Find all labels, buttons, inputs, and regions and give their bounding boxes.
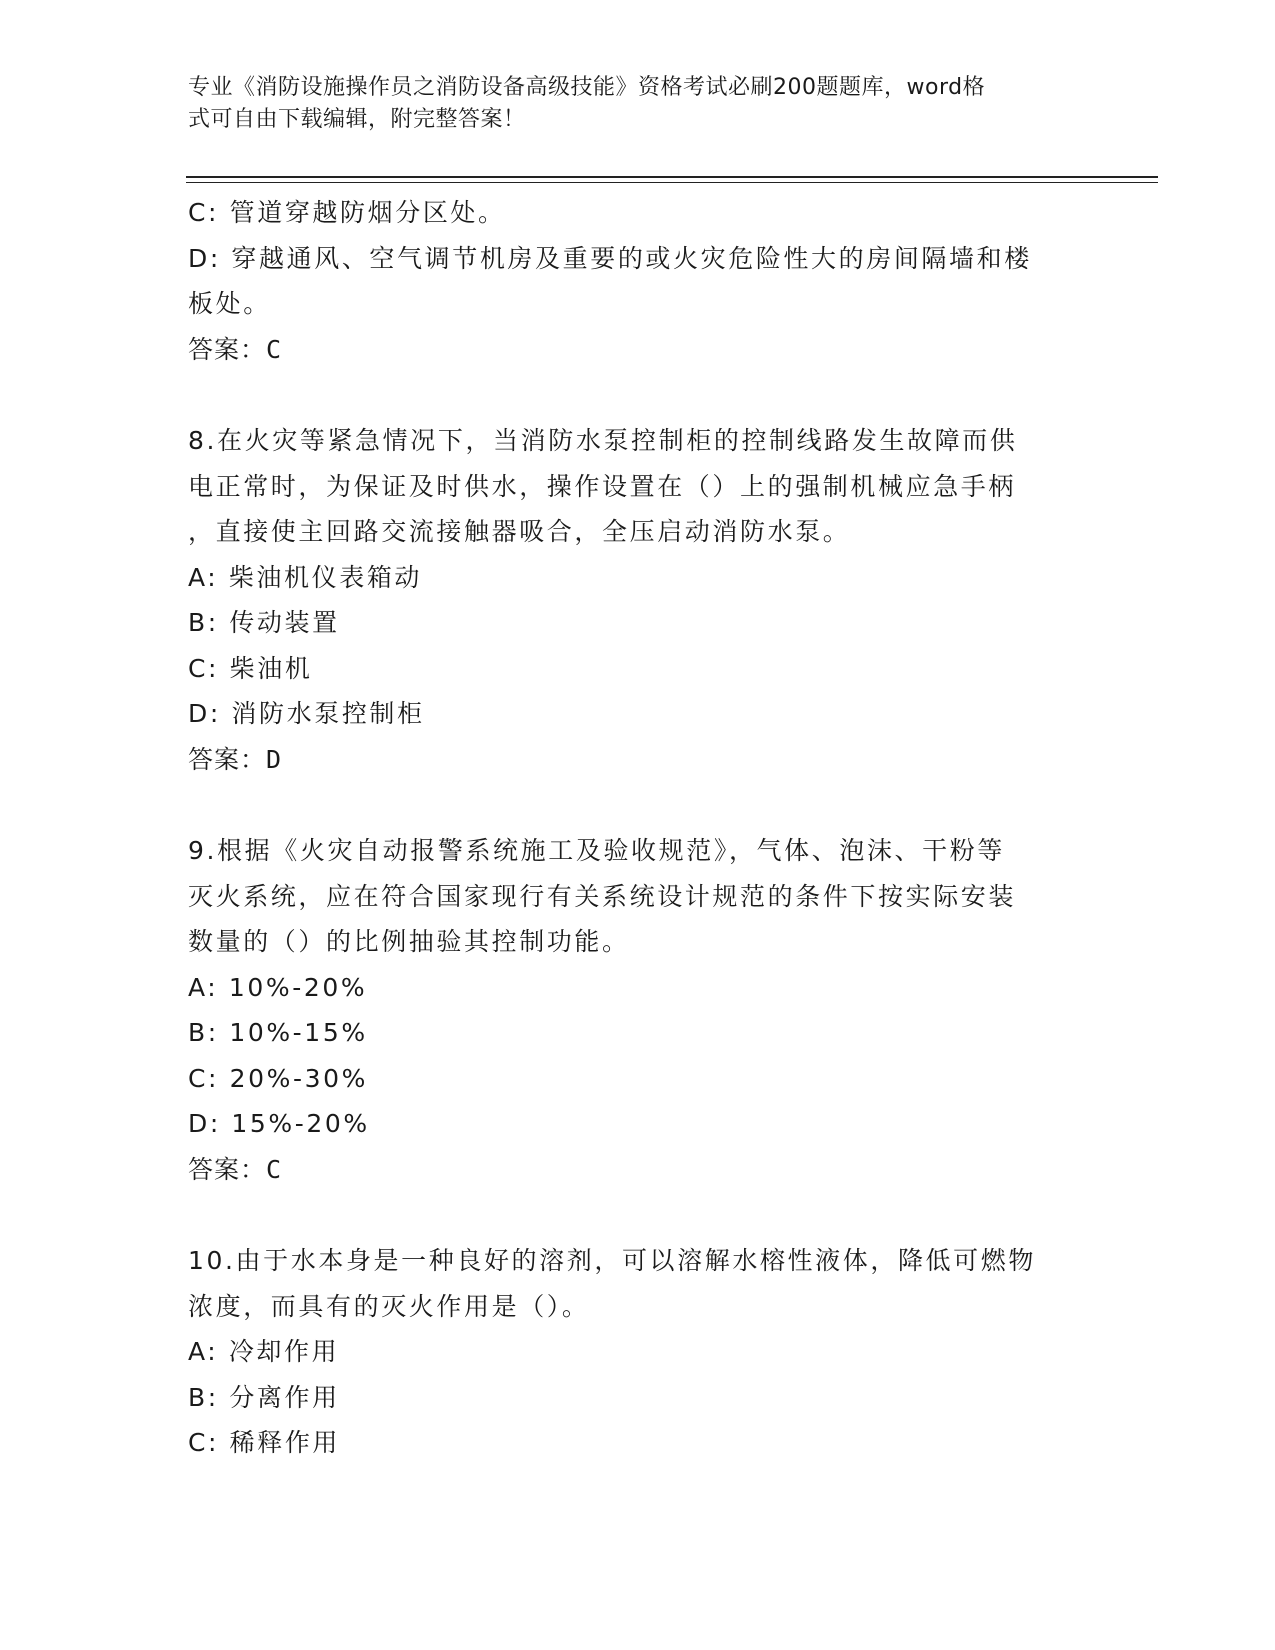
- question-stem-line-1: 8.在火灾等紧急情况下，当消防水泵控制柜的控制线路发生故障而供: [188, 426, 1018, 455]
- question-stem-line-3: ，直接使主回路交流接触器吸合，全压启动消防水泵。: [188, 517, 851, 546]
- option-d: D: 消防水泵控制柜: [188, 699, 425, 728]
- answer: [188, 327, 1088, 373]
- option-c: C: 柴油机: [188, 653, 313, 683]
- document-header: [188, 72, 1068, 136]
- question-10: [188, 1238, 1088, 1466]
- option-b: B: 传动装置: [188, 608, 340, 637]
- question-stem: [188, 828, 1088, 965]
- question-stem-line-1: 9.根据《火灾自动报警系统施工及验收规范》，气体、泡沫、干粉等: [188, 836, 1005, 865]
- option-d: [188, 236, 1088, 327]
- question-stem-line-1: 10.由于水本身是一种良好的溶剂，可以溶解水榕性液体，降低可燃物: [188, 1246, 1036, 1275]
- option-a: A: 柴油机仪表箱动: [188, 562, 423, 592]
- answer-label: 答案：: [188, 1154, 267, 1184]
- answer-value: C: [266, 334, 283, 364]
- answer-value: D: [266, 744, 283, 774]
- answer: [188, 737, 1088, 783]
- answer: [188, 1147, 1088, 1193]
- option-b: B: 分离作用: [188, 1382, 340, 1412]
- answer-value: C: [266, 1154, 283, 1184]
- option-c: C: 20%-30%: [188, 1063, 368, 1093]
- question-stem-line-2: 电正常时，为保证及时供水，操作设置在（）上的强制机械应急手柄: [188, 471, 1017, 501]
- option-b: B: 10%-15%: [188, 1018, 368, 1047]
- option-a: A: 10%-20%: [188, 972, 368, 1002]
- option-d: D: 15%-20%: [188, 1109, 370, 1138]
- spacer: [188, 1192, 1088, 1238]
- spacer: [188, 372, 1088, 418]
- question-7-tail: [188, 190, 1088, 372]
- option-c: C: 稀释作用: [188, 1428, 341, 1457]
- question-stem-line-3: 数量的（）的比例抽验其控制功能。: [188, 927, 630, 956]
- question-9: [188, 828, 1088, 1192]
- answer-label: 答案：: [188, 744, 267, 774]
- header-divider-thin: [186, 182, 1158, 183]
- header-title-line-2: 式可自由下载编辑，附完整答案！: [188, 107, 526, 132]
- question-stem: [188, 418, 1088, 555]
- answer-label: 答案：: [188, 334, 267, 364]
- option-d-line-2: 板处。: [188, 289, 271, 318]
- spacer: [188, 782, 1088, 828]
- option-c: C: 管道穿越防烟分区处。: [188, 198, 506, 227]
- option-d-line-1: D: 穿越通风、空气调节机房及重要的或火灾危险性大的房间隔墙和楼: [188, 243, 1032, 273]
- option-a: A: 冷却作用: [188, 1337, 340, 1366]
- question-stem-line-2: 浓度，而具有的灭火作用是（）。: [188, 1291, 590, 1321]
- document-body: [188, 190, 1088, 1466]
- header-title-line-1: 专业《消防设施操作员之消防设备高级技能》资格考试必刷200题题库，word格: [188, 75, 986, 100]
- question-stem-line-2: 灭火系统，应在符合国家现行有关系统设计规范的条件下按实际安装: [188, 881, 1017, 911]
- question-8: [188, 418, 1088, 782]
- header-divider-thick: [186, 176, 1158, 178]
- question-stem: [188, 1238, 1088, 1329]
